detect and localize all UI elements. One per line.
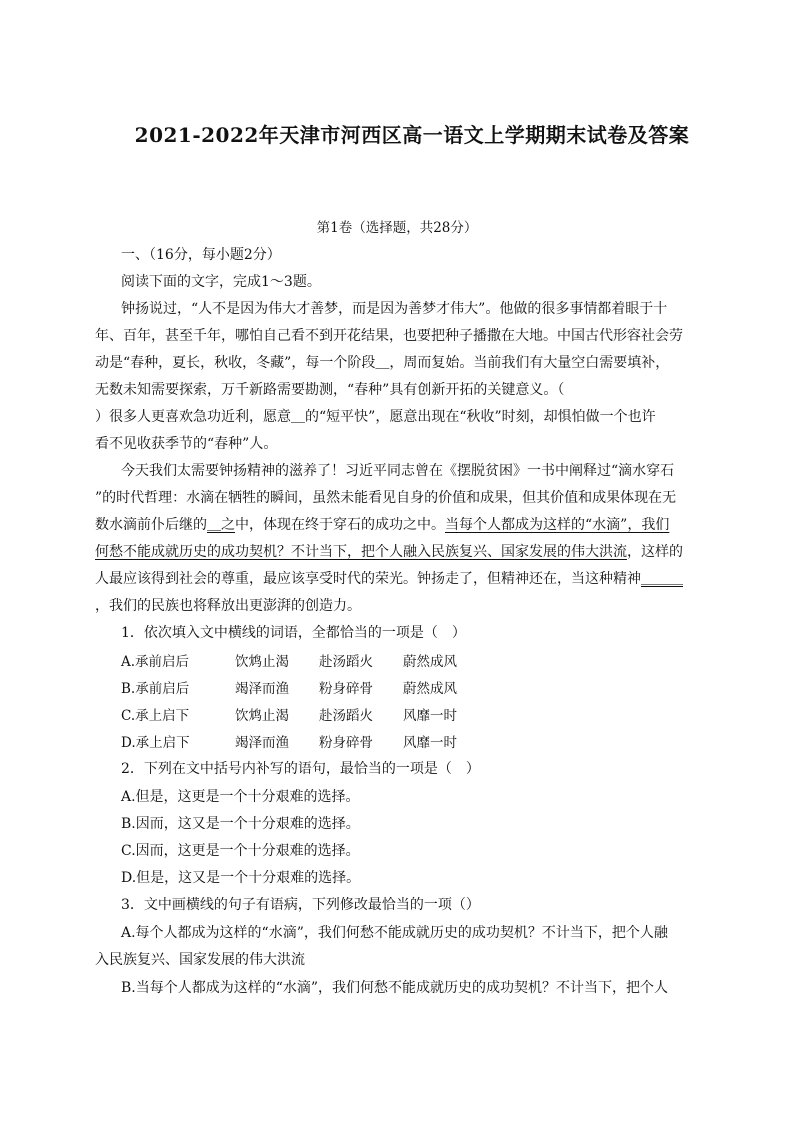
passage-line: 年、百年，甚至千年，哪怕自己看不到开花结果，也要把种子播撒在大地。中国古代形容社会劳 xyxy=(95,328,683,344)
option-cell: 饮鸩止渴 xyxy=(235,654,289,670)
question-2-option: D.但是，这又是一个十分艰难的选择。 xyxy=(121,870,361,886)
option-cell: C.承上启下 xyxy=(121,708,190,724)
passage-text: 数水滴前仆后继的 xyxy=(95,517,207,533)
passage-line: 看不见收获季节的“春种”人。 xyxy=(95,436,278,452)
option-cell: 竭泽而渔 xyxy=(235,735,289,751)
option-cell: D.承上启下 xyxy=(121,735,190,751)
passage-line: ”的时代哲理：水滴在牺牲的瞬间，虽然未能看见自身的价值和成果，但其价值和成果体现在无 xyxy=(95,490,677,506)
passage-line xyxy=(95,541,683,561)
part-heading: 一、（16分，每小题2分） xyxy=(121,247,281,263)
option-cell: A.承前启后 xyxy=(121,654,190,670)
blank-underline: ＿＿＿ xyxy=(641,571,683,587)
option-cell: 风靡一时 xyxy=(403,708,457,724)
question-3-option: 入民族复兴、国家发展的伟大洪流 xyxy=(95,952,305,968)
question-1-stem: 1．依次填入文中横线的词语，全都恰当的一项是（ ） xyxy=(121,625,466,641)
passage-line: 动是“春种，夏长，秋收，冬藏”，每一个阶段＿，周而复始。当前我们有大量空白需要填补， xyxy=(95,355,670,371)
page-title: 2021-2022年天津市河西区高一语文上学期期末试卷及答案 xyxy=(134,123,690,147)
passage-text: 人最应该得到社会的尊重，最应该享受时代的荣光。钟扬走了，但精神还在，当这种精神 xyxy=(95,571,641,587)
option-cell: 蔚然成风 xyxy=(403,654,457,670)
option-cell: 赴汤蹈火 xyxy=(319,708,373,724)
underlined-sentence: 何愁不能成就历史的成功契机？不计当下，把个人融入民族复兴、国家发展的伟大洪流 xyxy=(95,544,627,560)
question-3-option: B.当每个人都成为这样的“水滴”，我们何愁不能成就历史的成功契机？不计当下，把个人 xyxy=(121,980,669,996)
question-3-stem: 3．文中画横线的句子有语病，下列修改最恰当的一项（） xyxy=(121,897,480,913)
option-cell: 粉身碎骨 xyxy=(319,681,373,697)
passage-line: ）很多人更喜欢急功近利，愿意＿的“短平快”，愿意出现在“秋收”时刻，却惧怕做一个也许 xyxy=(95,409,656,425)
underlined-sentence: 当每个人都成为这样的“水滴”，我们 xyxy=(445,517,670,533)
blank-underline: ＿之 xyxy=(207,517,235,533)
option-cell: 赴汤蹈火 xyxy=(319,654,373,670)
passage-text: 中，体现在终于穿石的成功之中。 xyxy=(235,517,445,533)
question-2-option: C.因而，这更是一个十分艰难的选择。 xyxy=(121,843,360,859)
question-2-option: B.因而，这又是一个十分艰难的选择。 xyxy=(121,816,360,832)
question-2-option: A.但是，这更是一个十分艰难的选择。 xyxy=(121,789,360,805)
passage-line: 今天我们太需要钟扬精神的滋养了！习近平同志曾在《摆脱贫困》一书中阐释过“滴水穿石 xyxy=(121,463,675,479)
option-cell: 竭泽而渔 xyxy=(235,681,289,697)
passage-line: 无数未知需要探索，万千新路需要勘测，“春种”具有创新开拓的关键意义。（ xyxy=(95,382,565,398)
option-cell: 风靡一时 xyxy=(403,735,457,751)
section-heading: 第1卷（选择题，共28分） xyxy=(316,220,478,236)
instruction: 阅读下面的文字，完成1～3题。 xyxy=(121,274,321,290)
option-cell: 蔚然成风 xyxy=(403,681,457,697)
option-cell: 粉身碎骨 xyxy=(319,735,373,751)
option-cell: 饮鸩止渴 xyxy=(235,708,289,724)
question-2-stem: 2．下列在文中括号内补写的语句，最恰当的一项是（ ） xyxy=(121,761,480,777)
passage-line: ，我们的民族也将释放出更澎湃的创造力。 xyxy=(95,598,361,614)
passage-line xyxy=(95,568,683,588)
passage-line: 钟扬说过，“人不是因为伟大才善梦，而是因为善梦才伟大”。他做的很多事情都着眼于十 xyxy=(121,301,668,317)
passage-text: ，这样的 xyxy=(627,544,683,560)
passage-line xyxy=(95,514,669,534)
option-cell: B.承前启后 xyxy=(121,681,190,697)
question-3-option: A.每个人都成为这样的“水滴”，我们何愁不能成就历史的成功契机？不计当下，把个人融 xyxy=(121,925,668,941)
